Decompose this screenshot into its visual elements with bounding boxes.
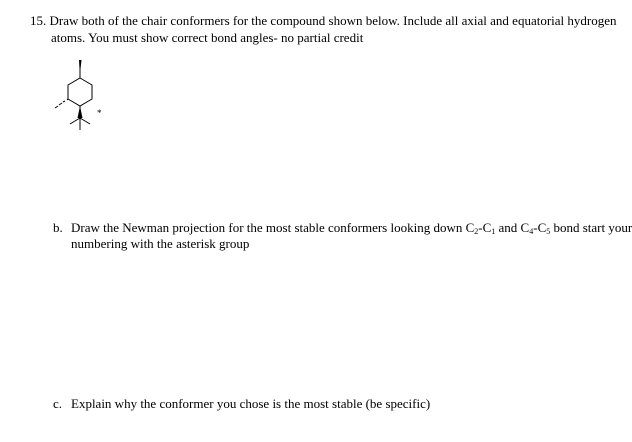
part-c-label: c.: [53, 396, 63, 411]
wedge-bond-bottom: [78, 106, 83, 118]
part-b-prompt-line-2: numbering with the asterisk group: [71, 236, 250, 251]
question-number: 15.: [30, 13, 47, 28]
question-prompt-line-2: atoms. You must show correct bond angles- no partial credit: [51, 30, 364, 45]
part-b-prompt-line-1: Draw the Newman projection for the most stable conformers looking down $C_2-C_1$ and $C_4-C_5$ bond start your: [71, 220, 632, 236]
tert-butyl-branch-right: [80, 118, 90, 124]
wedge-bond-top: [79, 60, 82, 69]
part-b-label: b.: [53, 220, 63, 235]
cyclohexane-ring: [68, 78, 92, 106]
part-c-prompt: Explain why the conformer you chose is the most stable (be specific): [71, 396, 431, 411]
asterisk-marker: *: [97, 108, 102, 118]
hashed-bond-left: [55, 99, 68, 108]
question-15-line-1: [30, 13, 617, 28]
tert-butyl-branch-left: [70, 118, 80, 124]
cyclohexane-structure: [52, 58, 112, 138]
question-prompt-line-1: Draw both of the chair conformers for the compound shown below. Include all axial and equatorial hydrogen: [49, 13, 617, 28]
